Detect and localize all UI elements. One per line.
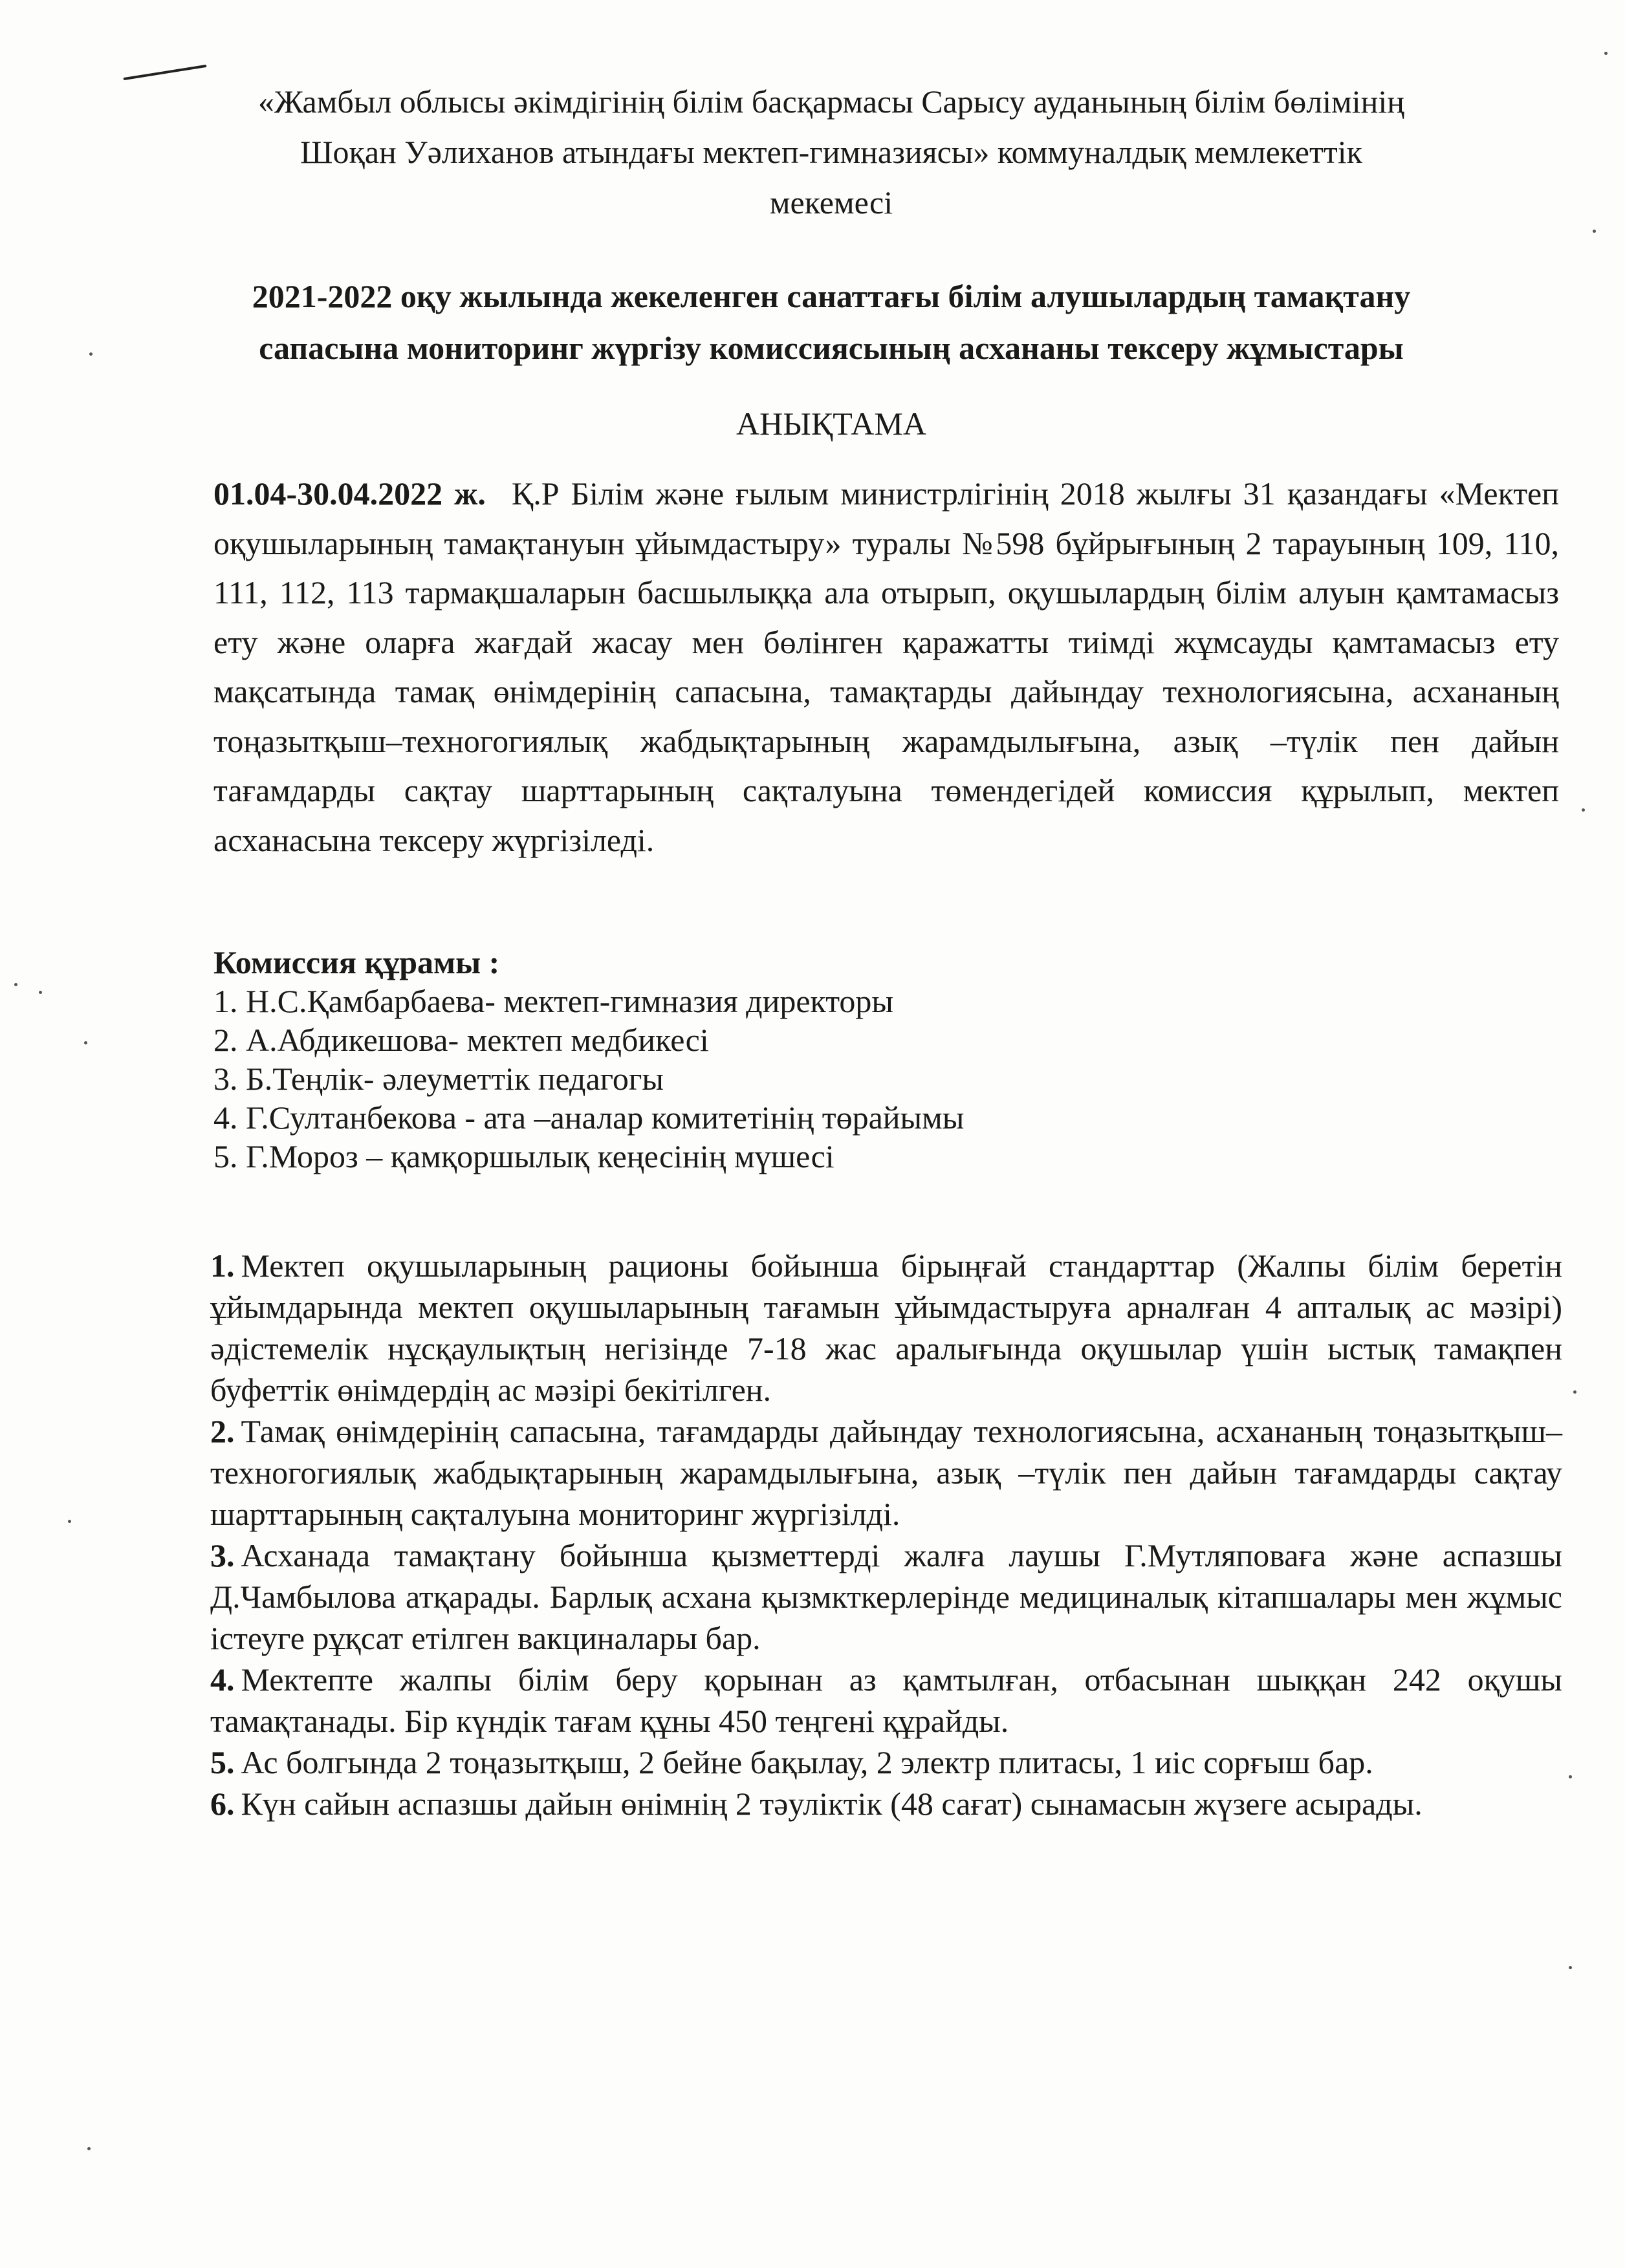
commission-title: Комиссия құрамы : bbox=[213, 944, 500, 980]
commission-member: 5. Г.Мороз – қамқоршылық кеңесінің мүшесі bbox=[213, 1138, 834, 1174]
intro-paragraph bbox=[213, 469, 1559, 865]
commission-member: 4. Г.Султанбекова - ата –аналар комитетінің төрайымы bbox=[213, 1099, 965, 1136]
finding-number: 4. bbox=[210, 1661, 235, 1698]
finding-text: Мектеп оқушыларының рационы бойынша бірыңғай стандарттар (Жалпы білім беретін ұйымдарында мектеп оқушыларының тағамын ұйымдастыруға арналған 4 апталық ас мәзірі) әдістемелік нұсқаулықтың негізінде 7-18 жас аралығында оқушылар үшін ыстық тамақпен буфеттік өнімдердің ас мәзірі бекітілген. bbox=[210, 1247, 1562, 1408]
scan-speck bbox=[89, 352, 93, 356]
document-type-heading: АНЫҚТАМА bbox=[736, 405, 926, 442]
finding-item bbox=[210, 1659, 1562, 1742]
scan-speck bbox=[14, 983, 17, 986]
commission-member: 2. А.Абдикешова- мектеп медбикесі bbox=[213, 1022, 709, 1058]
finding-item bbox=[210, 1783, 1562, 1824]
finding-number: 2. bbox=[210, 1413, 235, 1449]
header-line: «Жамбыл облысы әкімдігінің білім басқармасы Сарысу ауданының білім бөлімінің bbox=[258, 83, 1404, 120]
header-line: Шоқан Уәлиханов атындағы мектеп-гимназиясы» коммуналдық мемлекеттік bbox=[300, 134, 1362, 170]
commission-member: 3. Б.Теңлік- әлеуметтік педагогы bbox=[213, 1061, 664, 1097]
finding-text: Мектепте жалпы білім беру қорынан аз қамтылған, отбасынан шыққан 242 оқушы тамақтанады. Бір күндік тағам құны 450 теңгені құрайды. bbox=[210, 1661, 1562, 1739]
scan-speck bbox=[1593, 230, 1596, 233]
finding-text: Ас болгында 2 тоңазытқыш, 2 бейне бақылау, 2 электр плитасы, 1 иіс сорғыш бар. bbox=[241, 1744, 1373, 1780]
title-line: 2021-2022 оқу жылында жекеленген санаттағы білім алушылардың тамақтану bbox=[252, 278, 1411, 314]
commission-members-list bbox=[213, 982, 1559, 1176]
findings-list bbox=[210, 1245, 1562, 1824]
finding-text: Күн сайын аспазшы дайын өнімнің 2 тәуліктік (48 сағат) сынамасын жүзеге асырады. bbox=[241, 1786, 1423, 1822]
finding-item bbox=[210, 1410, 1562, 1535]
finding-number: 1. bbox=[210, 1247, 235, 1284]
finding-item bbox=[210, 1535, 1562, 1659]
scan-speck bbox=[68, 1520, 71, 1523]
period-date: 01.04-30.04.2022 ж. bbox=[213, 475, 486, 512]
scan-speck bbox=[1569, 1775, 1572, 1778]
institution-header bbox=[188, 76, 1475, 228]
scan-speck bbox=[84, 1041, 87, 1044]
scan-speck bbox=[1604, 52, 1608, 55]
scan-speck bbox=[39, 991, 42, 994]
finding-item bbox=[210, 1742, 1562, 1783]
finding-number: 6. bbox=[210, 1786, 235, 1822]
scan-speck bbox=[1573, 1390, 1576, 1394]
intro-text: Қ.Р Білім және ғылым министрлігінің 2018 жылғы 31 қазандағы «Мектеп оқушыларының тамақтануын ұйымдастыру» туралы №598 бұйрығының 2 тарауының 109, 110, 111, 112, 113 тармақшаларын басшылыққа ала отырып, оқушылардың білім алуын қамтамасыз ету және оларға жағдай жасау мен бөлінген қаражатты тиімді жұмсауды қамтамасыз ету мақсатында тамақ өнімдерінің сапасына, тамақтарды дайындау технологиясына, асхананың тоңазытқыш–техногогиялық жабдықтарының жарамдылығына, азық –түлік пен дайын тағамдарды сақтау шарттарының сақталуына төмендегідей комиссия құрылып, мектеп асханасына тексеру жүргізіледі. bbox=[213, 475, 1560, 858]
title-line: сапасына мониторинг жүргізу комиссиясының асхананы тексеру жұмыстары bbox=[259, 330, 1404, 366]
scan-speck bbox=[1582, 808, 1585, 812]
finding-text: Асханада тамақтану бойынша қызметтерді жалға лаушы Г.Мутляповаға және аспазшы Д.Чамбылова атқарады. Барлық асхана қызмкткерлерінде медициналық кітапшалары мен жұмыс істеуге рұқсат етілген вакциналары бар. bbox=[210, 1537, 1562, 1656]
finding-number: 5. bbox=[210, 1744, 235, 1780]
document-title bbox=[188, 270, 1475, 374]
finding-item bbox=[210, 1245, 1562, 1410]
finding-number: 3. bbox=[210, 1537, 235, 1573]
commission-section bbox=[213, 943, 1559, 1176]
commission-member: 1. Н.С.Қамбарбаева- мектеп-гимназия директоры bbox=[213, 983, 893, 1019]
scan-speck bbox=[1569, 1966, 1572, 1969]
scan-speck bbox=[87, 2147, 91, 2150]
finding-text: Тамақ өнімдерінің сапасына, тағамдарды дайындау технологиясына, асхананың тоңазытқыш–техногогиялық жабдықтарының жарамдылығына, азық –түлік пен дайын тағамдарды сақтау шарттарының сақталуына мониторинг жүргізілді. bbox=[210, 1413, 1562, 1532]
header-line: мекемесі bbox=[769, 184, 893, 221]
